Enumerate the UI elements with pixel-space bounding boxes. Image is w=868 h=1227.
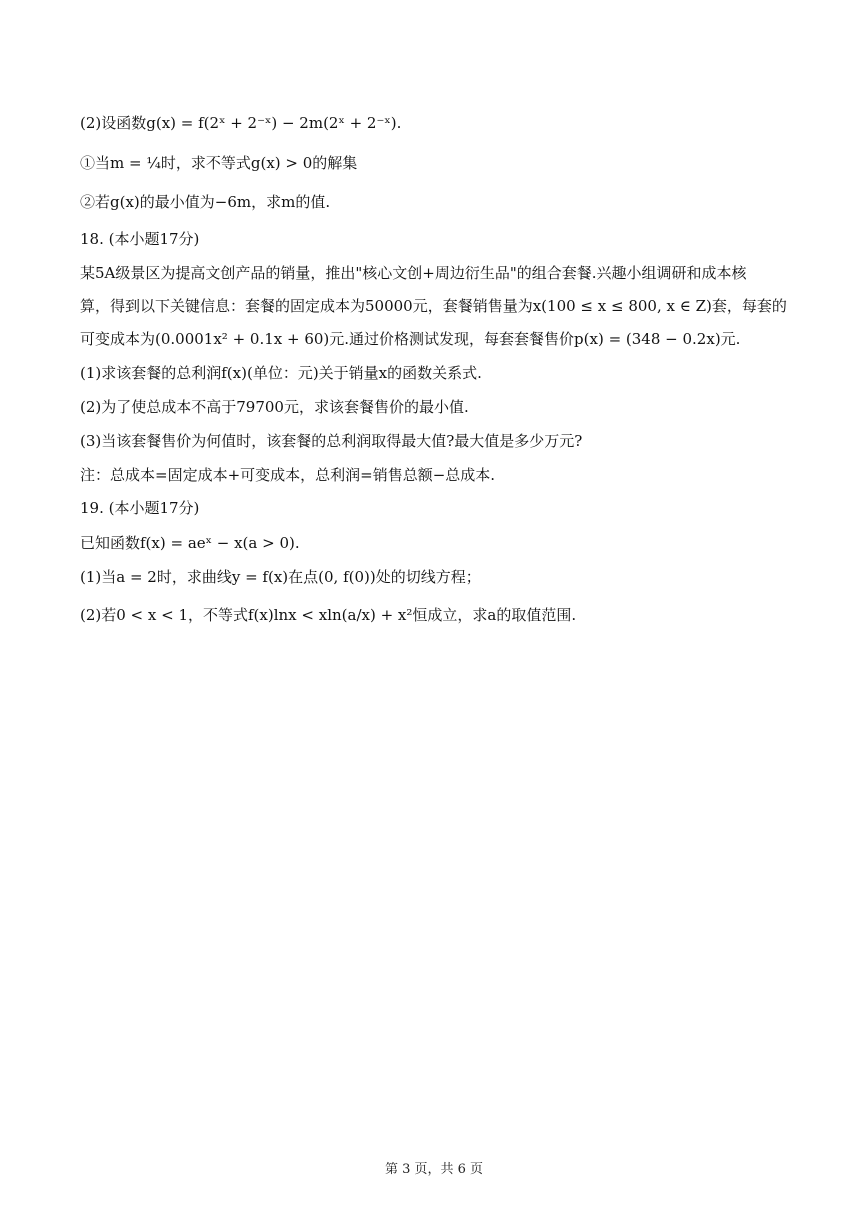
- q17-subquestion-2: ②若g(x)的最小值为−6m，求m的值.: [80, 193, 331, 211]
- q18-stem-line-3: 可变成本为(0.0001x² + 0.1x + 60)元.通过价格测试发现，每套套餐售价p(x) = (348 − 0.2x)元.: [80, 330, 741, 348]
- q18-stem-line-2: 算，得到以下关键信息：套餐的固定成本为50000元，套餐销售量为x(100 ≤ x ≤ 800, x ∈ Z)套，每套的: [80, 297, 787, 315]
- q19-stem: 已知函数f(x) = aeˣ − x(a > 0).: [80, 534, 300, 552]
- q18-stem-line-1: 某5A级景区为提高文创产品的销量，推出"核心文创+周边衍生品"的组合套餐.兴趣小组调研和成本核: [80, 264, 747, 282]
- q18-part-3: (3)当该套餐售价为何值时，该套餐的总利润取得最大值?最大值是多少万元?: [80, 432, 583, 450]
- q17-subquestion-1: ①当m = ¼时，求不等式g(x) > 0的解集: [80, 154, 358, 172]
- q17-part2-definition: (2)设函数g(x) = f(2ˣ + 2⁻ˣ) − 2m(2ˣ + 2⁻ˣ).: [80, 114, 402, 132]
- q19-heading: 19. (本小题17分): [80, 499, 200, 517]
- q19-part-1: (1)当a = 2时，求曲线y = f(x)在点(0, f(0))处的切线方程；: [80, 568, 481, 586]
- q18-heading: 18. (本小题17分): [80, 230, 200, 248]
- q18-part-2: (2)为了使总成本不高于79700元，求该套餐售价的最小值.: [80, 398, 469, 416]
- q18-note: 注：总成本=固定成本+可变成本，总利润=销售总额−总成本.: [80, 466, 496, 484]
- q18-part-1: (1)求该套餐的总利润f(x)(单位：元)关于销量x的函数关系式.: [80, 364, 482, 382]
- q19-part-2: (2)若0 < x < 1，不等式f(x)lnx < xln(a/x) + x²恒成立，求a的取值范围.: [80, 606, 577, 624]
- page-footer: 第 3 页，共 6 页: [384, 1162, 484, 1177]
